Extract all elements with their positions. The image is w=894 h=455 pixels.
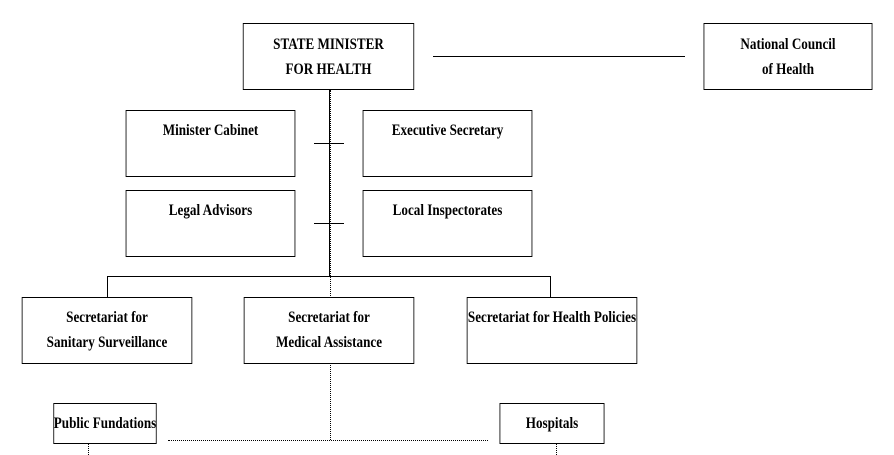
- node-state-minister-line1: STATE MINISTER: [273, 35, 384, 53]
- node-secretariat-health-policies-label: Secretariat for Health Policies: [467, 309, 637, 326]
- node-executive-secretary-label: Executive Secretary: [391, 122, 504, 139]
- node-legal-advisors: [126, 190, 296, 257]
- node-secretariat-medical-assistance: [244, 297, 415, 364]
- node-local-inspectorates: [363, 190, 533, 257]
- connector-spine-solid: [329, 90, 330, 276]
- node-hospitals-label: Hospitals: [525, 415, 579, 432]
- node-local-inspectorates-label: Local Inspectorates: [392, 202, 503, 219]
- node-national-council-line1: National Council: [740, 35, 836, 53]
- node-secretariat-sanitary-surveillance: [22, 297, 193, 364]
- node-public-fundations: [53, 403, 156, 444]
- node-minister-cabinet: [126, 110, 296, 177]
- connector-secretariat-bus: [107, 276, 551, 277]
- node-hospitals: [500, 403, 605, 444]
- node-minister-cabinet-label: Minister Cabinet: [162, 122, 259, 139]
- connector-bus-left-drop: [107, 276, 108, 297]
- node-public-fundations-label: Public Fundations: [53, 415, 157, 432]
- node-secretariat-health-policies: [467, 297, 638, 364]
- node-state-minister-line2: FOR HEALTH: [285, 60, 372, 78]
- connector-legal-local: [314, 223, 344, 224]
- connector-fundations-hospitals: [168, 440, 488, 441]
- node-state-minister: [243, 23, 414, 90]
- connector-hospitals-down: [556, 444, 557, 455]
- connector-bus-right-drop: [550, 276, 551, 297]
- connector-cabinet-executive: [314, 143, 344, 144]
- node-secretariat-medical-assistance-line1: Secretariat for: [288, 309, 370, 326]
- node-secretariat-sanitary-surveillance-line1: Secretariat for: [66, 309, 148, 326]
- node-national-council-line2: of Health: [761, 60, 815, 78]
- connector-minister-council: [433, 56, 685, 57]
- node-legal-advisors-label: Legal Advisors: [168, 202, 253, 219]
- node-executive-secretary: [363, 110, 533, 177]
- node-secretariat-medical-assistance-line2: Medical Assistance: [275, 334, 383, 351]
- node-secretariat-sanitary-surveillance-line2: Sanitary Surveillance: [46, 334, 168, 351]
- connector-fundations-down: [88, 444, 89, 455]
- node-national-council: [704, 23, 873, 90]
